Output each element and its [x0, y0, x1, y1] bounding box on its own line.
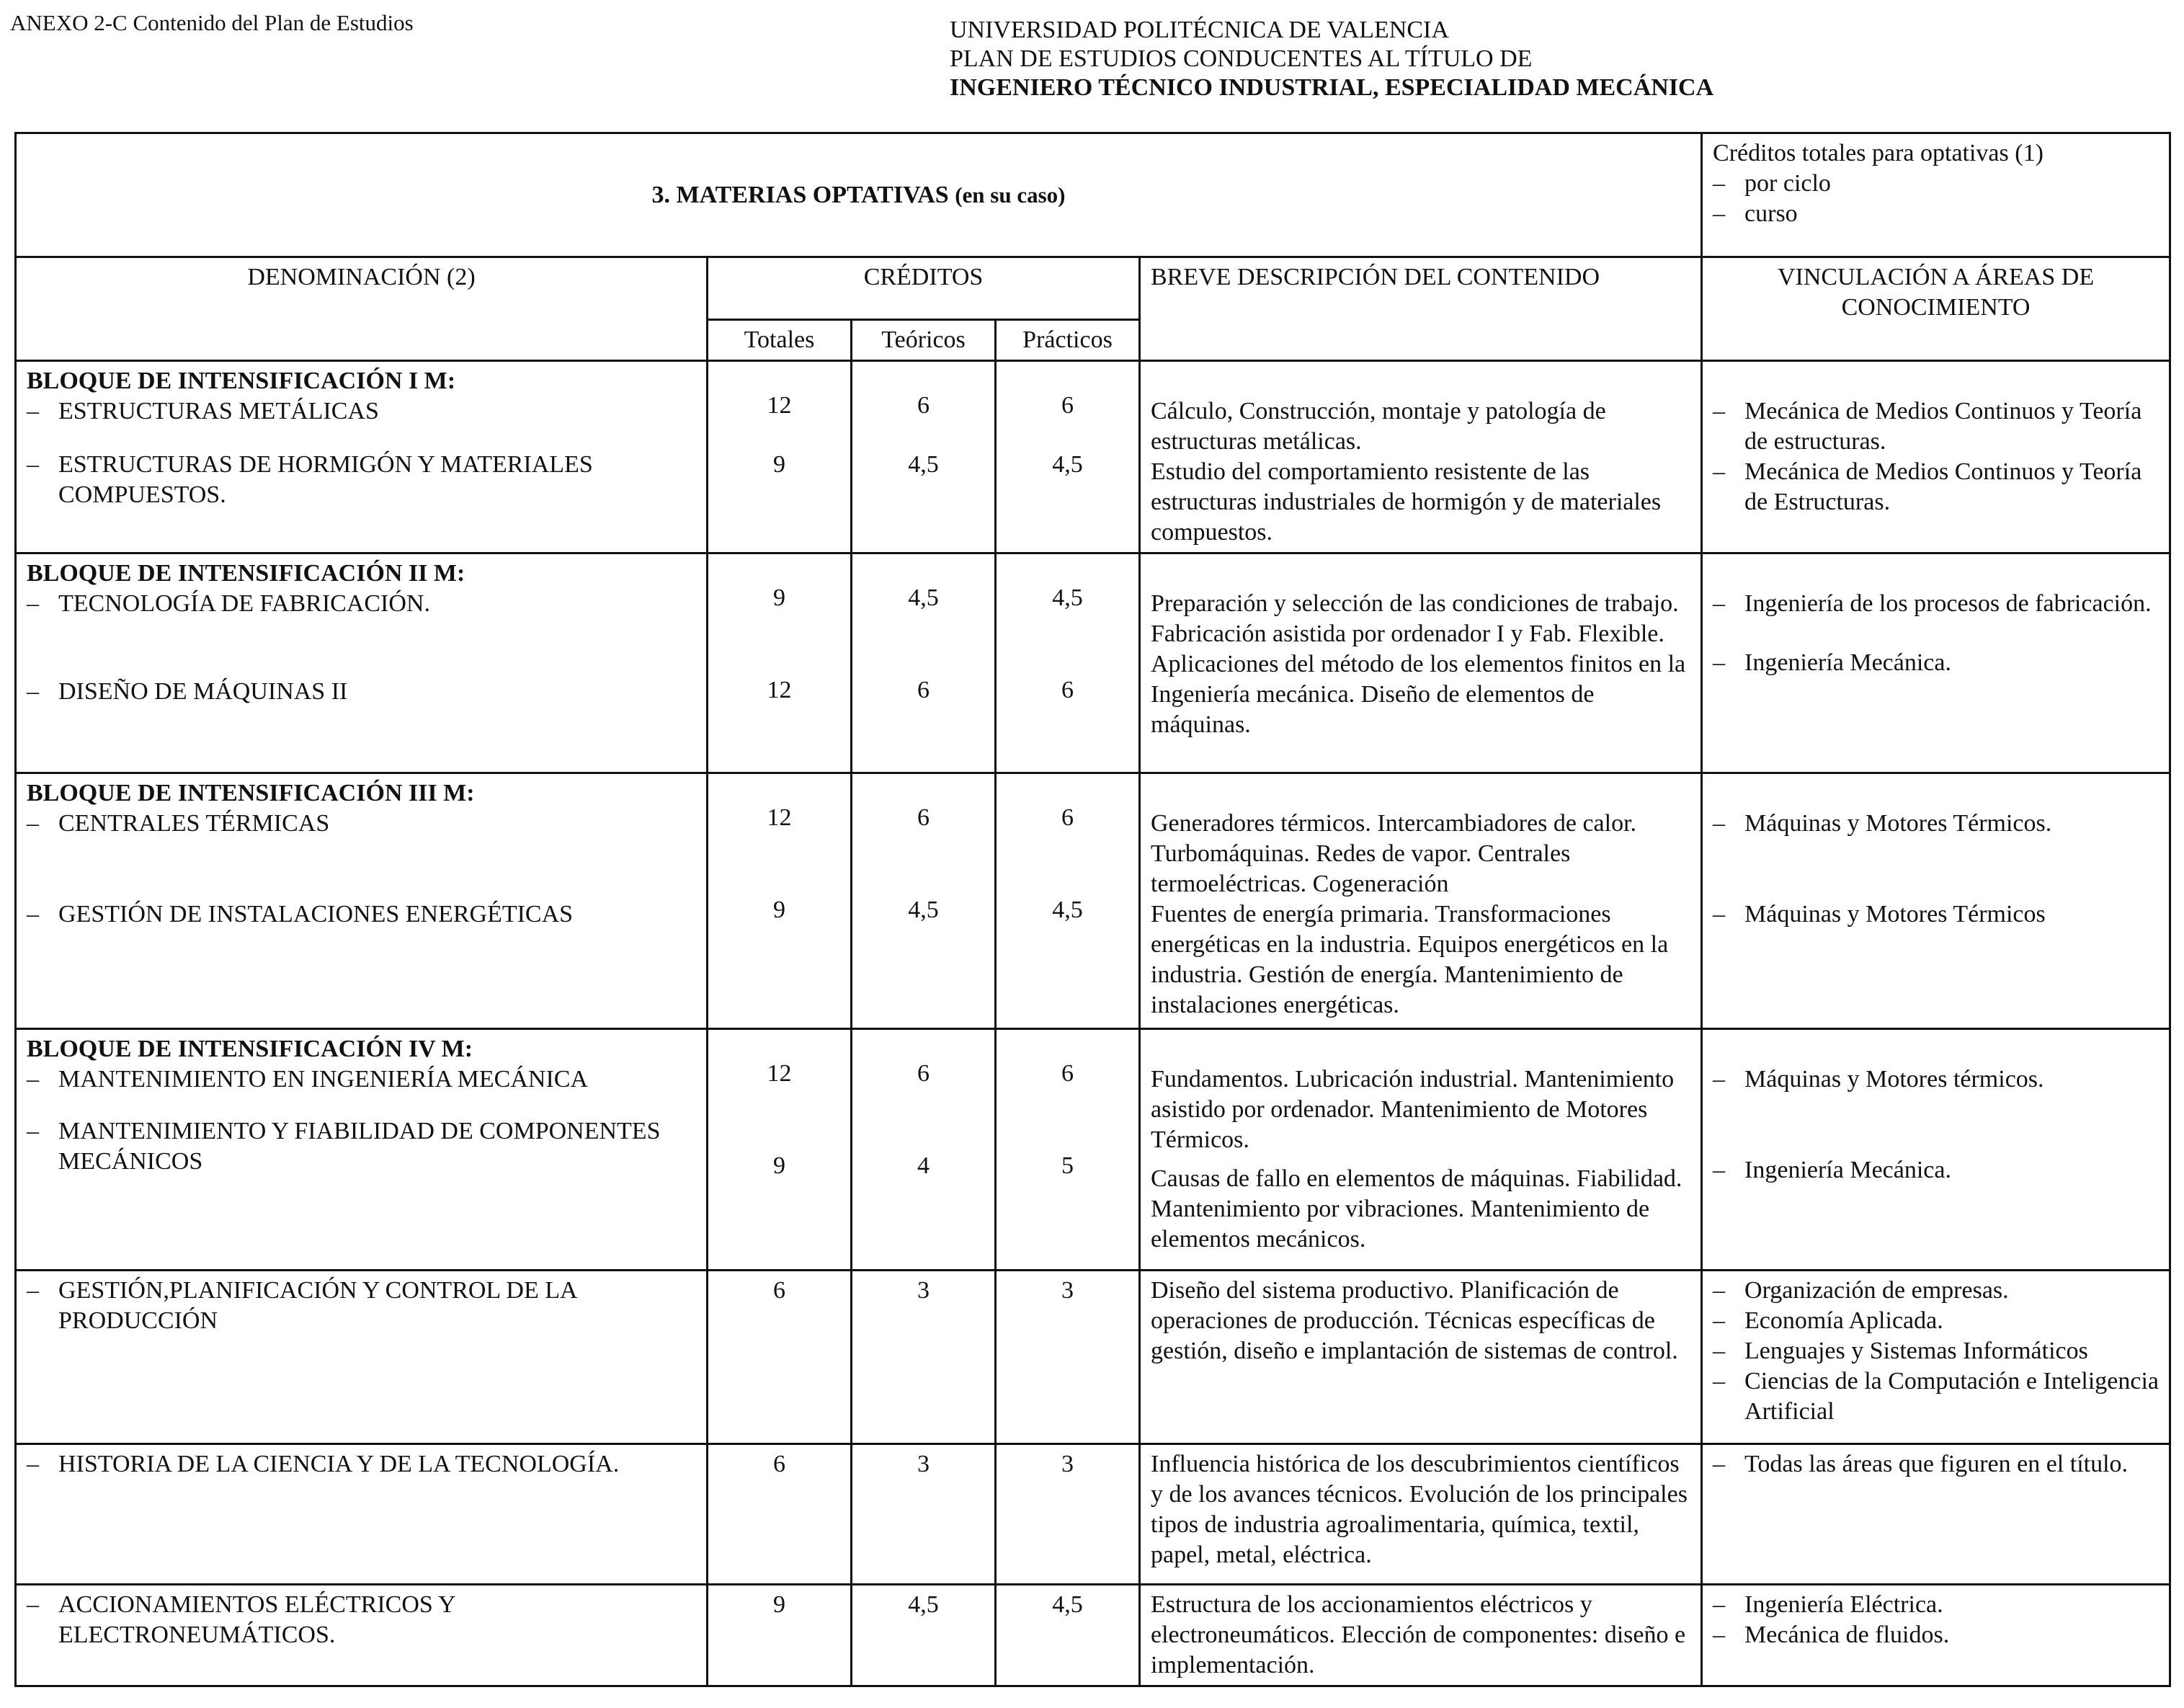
- cell-text: 12: [767, 804, 792, 831]
- cell-text: Mecánica de Medios Continuos y Teoría de Estructuras.: [1744, 458, 2142, 515]
- list-bullet: –: [27, 678, 39, 705]
- table-cell: [852, 1029, 996, 1271]
- col-totales: Totales: [708, 320, 852, 361]
- table-cell: 4,5: [852, 1585, 996, 1686]
- block-row: [16, 361, 2170, 553]
- table-cell: Influencia histórica de los descubrimientos científicos y de los avances técnicos. Evolución de los principales tipos de industria agroalimentaria, química, textil, papel, metal, eléctrica.: [1140, 1444, 1702, 1585]
- cell-text: 6: [917, 677, 930, 703]
- list-bullet: –: [1713, 170, 1726, 197]
- table-cell: [1702, 361, 2170, 553]
- cell-text: 6: [1061, 677, 1074, 703]
- table-cell: [16, 1271, 708, 1444]
- cell-text: Máquinas y Motores Térmicos: [1744, 901, 2046, 928]
- cell-text: ESTRUCTURAS DE HORMIGÓN Y MATERIALES COMPUESTOS.: [58, 451, 593, 508]
- table-cell: [16, 361, 708, 553]
- cell-text: Ingeniería de los procesos de fabricación.: [1744, 590, 2152, 617]
- cell-text: Máquinas y Motores térmicos.: [1744, 1066, 2044, 1093]
- cell-text: Ingeniería Mecánica.: [1744, 649, 1951, 676]
- list-item: [27, 1116, 696, 1177]
- list-bullet: –: [27, 398, 39, 424]
- cell-text: Aplicaciones del método de los elementos finitos en la Ingeniería mecánica. Diseño de elementos de máquinas.: [1151, 651, 1686, 738]
- table-cell: [708, 361, 852, 553]
- list-bullet: –: [27, 810, 39, 837]
- cell-text: DISEÑO DE MÁQUINAS II: [58, 678, 348, 705]
- block-title: BLOQUE DE INTENSIFICACIÓN IV M:: [27, 1036, 473, 1062]
- cell-text: Créditos totales para optativas (1): [1713, 140, 2043, 166]
- block-row: [16, 553, 2170, 773]
- cell-text: Fundamentos. Lubricación industrial. Mantenimiento asistido por ordenador. Mantenimiento de Motores Térmicos.: [1151, 1066, 1675, 1153]
- list-bullet: –: [27, 1451, 39, 1477]
- col-descripcion: BREVE DESCRIPCIÓN DEL CONTENIDO: [1140, 257, 1702, 361]
- plan-title: PLAN DE ESTUDIOS CONDUCENTES AL TÍTULO DE: [950, 45, 1533, 72]
- table-cell: [16, 1585, 708, 1686]
- table-cell: [1702, 773, 2170, 1029]
- cell-text: 12: [767, 677, 792, 703]
- degree-title: INGENIERO TÉCNICO INDUSTRIAL, ESPECIALIDAD MECÁNICA: [950, 74, 1714, 101]
- list-bullet: –: [27, 1066, 39, 1093]
- col-creditos: CRÉDITOS: [708, 257, 1140, 320]
- cell-text: 3. MATERIAS OPTATIVAS: [651, 181, 949, 208]
- cell-text: 9: [773, 451, 785, 478]
- cell-text: 4,5: [1052, 897, 1083, 923]
- block-title: BLOQUE DE INTENSIFICACIÓN I M:: [27, 368, 456, 394]
- cell-text: Generadores térmicos. Intercambiadores de calor. Turbomáquinas. Redes de vapor. Centrales termoeléctricas. Cogeneración: [1151, 810, 1637, 897]
- cell-text: Ingeniería Mecánica.: [1744, 1157, 1951, 1183]
- list-item: [27, 809, 696, 839]
- cell-text: Lenguajes y Sistemas Informáticos: [1744, 1338, 2088, 1364]
- university-name: UNIVERSIDAD POLITÉCNICA DE VALENCIA: [950, 17, 1449, 43]
- cell-text: MANTENIMIENTO Y FIABILIDAD DE COMPONENTES MECÁNICOS: [58, 1118, 661, 1175]
- list-item: [27, 589, 696, 619]
- cell-text: 4: [917, 1152, 930, 1179]
- list-bullet: –: [1713, 901, 1726, 928]
- cell-text: Todas las áreas que figuren en el título.: [1744, 1451, 2129, 1477]
- list-bullet: –: [1713, 810, 1726, 837]
- table-cell: 3: [996, 1444, 1140, 1585]
- cell-text: Estudio del comportamiento resistente de las estructuras industriales de hormigón y de materiales compuestos.: [1151, 458, 1662, 546]
- cell-text: 6: [1061, 804, 1074, 831]
- list-bullet: –: [1713, 1591, 1726, 1618]
- cell-text: MANTENIMIENTO EN INGENIERÍA MECÁNICA: [58, 1066, 589, 1093]
- cell-text: 5: [1061, 1152, 1074, 1179]
- list-bullet: –: [1713, 1451, 1726, 1477]
- table-cell: [708, 1029, 852, 1271]
- table-cell: Diseño del sistema productivo. Planificación de operaciones de producción. Técnicas específicas de gestión, diseño e implantación de sistemas de control.: [1140, 1271, 1702, 1444]
- cell-text: Ingeniería Eléctrica.: [1744, 1591, 1943, 1618]
- cell-text: ESTRUCTURAS METÁLICAS: [58, 398, 379, 424]
- cell-text: 6: [1061, 392, 1074, 419]
- cell-text: 9: [773, 1152, 785, 1179]
- list-bullet: –: [1713, 1277, 1726, 1304]
- cell-text: curso: [1744, 200, 1798, 227]
- cell-text: TECNOLOGÍA DE FABRICACIÓN.: [58, 590, 430, 617]
- cell-text: 6: [917, 1060, 930, 1087]
- list-bullet: –: [1713, 1622, 1726, 1648]
- table-cell: [708, 553, 852, 773]
- list-item: [27, 1064, 696, 1095]
- list-bullet: –: [1713, 590, 1726, 617]
- cell-text: ACCIONAMIENTOS ELÉCTRICOS Y ELECTRONEUMÁTICOS.: [58, 1591, 455, 1648]
- table-cell: [16, 1444, 708, 1585]
- cell-text: HISTORIA DE LA CIENCIA Y DE LA TECNOLOGÍA.: [58, 1451, 620, 1477]
- cell-text: 4,5: [1052, 584, 1083, 611]
- list-bullet: –: [27, 590, 39, 617]
- table-cell: [1702, 1444, 2170, 1585]
- cell-text: CENTRALES TÉRMICAS: [58, 810, 330, 837]
- table-cell: [1140, 361, 1702, 553]
- annex-label: ANEXO 2-C Contenido del Plan de Estudios: [10, 10, 414, 35]
- table-row: [16, 1444, 2170, 1585]
- cell-text: 9: [773, 584, 785, 611]
- document-header: [950, 16, 1713, 102]
- table-cell: [996, 1029, 1140, 1271]
- list-bullet: –: [1713, 398, 1726, 424]
- cell-text: GESTIÓN,PLANIFICACIÓN Y CONTROL DE LA PRODUCCIÓN: [58, 1277, 576, 1334]
- section-title: [16, 133, 1702, 257]
- block-title: BLOQUE DE INTENSIFICACIÓN III M:: [27, 780, 475, 806]
- table-cell: 6: [708, 1444, 852, 1585]
- cell-text: Economía Aplicada.: [1744, 1307, 1943, 1334]
- list-bullet: –: [1713, 1368, 1726, 1395]
- list-bullet: –: [27, 1277, 39, 1304]
- table-cell: [852, 553, 996, 773]
- table-cell: 3: [852, 1271, 996, 1444]
- cell-text: Ciencias de la Computación e Inteligencia Artificial: [1744, 1368, 2159, 1425]
- table-cell: [1702, 1271, 2170, 1444]
- table-cell: 9: [708, 1585, 852, 1686]
- list-item: [27, 899, 696, 930]
- col-practicos: Prácticos: [996, 320, 1140, 361]
- cell-text: 4,5: [908, 451, 939, 478]
- cell-text: 6: [917, 392, 930, 419]
- list-bullet: –: [27, 1118, 39, 1144]
- table-cell: [1140, 1029, 1702, 1271]
- table-cell: [852, 361, 996, 553]
- cell-text: Causas de fallo en elementos de máquinas. Fiabilidad. Mantenimiento por vibraciones. Mantenimiento de elementos mecánicos.: [1151, 1165, 1682, 1253]
- table-cell: [852, 773, 996, 1029]
- block-row: [16, 773, 2170, 1029]
- cell-text: Fuentes de energía primaria. Transformaciones energéticas en la industria. Equipos energéticos en la industria. Gestión de energía. Mantenimiento de instalaciones energéticas.: [1151, 901, 1669, 1018]
- cell-text: Cálculo, Construcción, montaje y patología de estructuras metálicas.: [1151, 398, 1606, 455]
- table-cell: 3: [852, 1444, 996, 1585]
- list-bullet: –: [1713, 200, 1726, 227]
- list-bullet: –: [1713, 458, 1726, 485]
- table-row: [16, 1585, 2170, 1686]
- cell-text: 12: [767, 392, 792, 419]
- table-cell: [708, 773, 852, 1029]
- cell-text: Preparación y selección de las condiciones de trabajo. Fabricación asistida por ordenador I y Fab. Flexible.: [1151, 590, 1679, 647]
- list-bullet: –: [1713, 1157, 1726, 1183]
- table-cell: [1140, 773, 1702, 1029]
- list-bullet: –: [1713, 1066, 1726, 1093]
- block-row: [16, 1029, 2170, 1271]
- table-cell: [1702, 1585, 2170, 1686]
- table-cell: 6: [708, 1271, 852, 1444]
- list-bullet: –: [1713, 649, 1726, 676]
- list-bullet: –: [1713, 1307, 1726, 1334]
- table-row: [16, 1271, 2170, 1444]
- list-item: [27, 677, 696, 707]
- cell-text: Mecánica de fluidos.: [1744, 1622, 1950, 1648]
- cell-text: 6: [1061, 1060, 1074, 1087]
- list-bullet: –: [27, 1591, 39, 1618]
- list-bullet: –: [27, 451, 39, 478]
- table-cell: Estructura de los accionamientos eléctricos y electroneumáticos. Elección de componentes: diseño e implementación.: [1140, 1585, 1702, 1686]
- table-cell: [1702, 553, 2170, 773]
- list-bullet: –: [27, 901, 39, 928]
- table-cell: [996, 773, 1140, 1029]
- table-cell: 4,5: [996, 1585, 1140, 1686]
- table-cell: 3: [996, 1271, 1140, 1444]
- cell-text: 4,5: [1052, 451, 1083, 478]
- cell-text: 9: [773, 897, 785, 923]
- table-cell: [996, 361, 1140, 553]
- cell-text: (en su caso): [955, 182, 1066, 208]
- cell-text: Mecánica de Medios Continuos y Teoría de estructuras.: [1744, 398, 2142, 455]
- table-cell: [16, 1029, 708, 1271]
- list-item: [27, 396, 696, 427]
- table-cell: [16, 553, 708, 773]
- cell-text: por ciclo: [1744, 170, 1831, 197]
- cell-text: 12: [767, 1060, 792, 1087]
- col-denominacion: DENOMINACIÓN (2): [16, 257, 708, 361]
- cell-text: 4,5: [908, 584, 939, 611]
- cell-text: Máquinas y Motores Térmicos.: [1744, 810, 2052, 837]
- list-bullet: –: [1713, 1338, 1726, 1364]
- table-cell: [1140, 553, 1702, 773]
- col-vinculacion: VINCULACIÓN A ÁREAS DE CONOCIMIENTO: [1702, 257, 2170, 361]
- table-cell: [996, 553, 1140, 773]
- list-item: [27, 450, 696, 510]
- optativas-table: [14, 132, 2171, 1687]
- cell-text: 6: [917, 804, 930, 831]
- table-cell: [16, 773, 708, 1029]
- col-teoricos: Teóricos: [852, 320, 996, 361]
- cell-text: Organización de empresas.: [1744, 1277, 2009, 1304]
- cell-text: GESTIÓN DE INSTALACIONES ENERGÉTICAS: [58, 901, 574, 928]
- cell-text: 4,5: [908, 897, 939, 923]
- table-cell: [1702, 1029, 2170, 1271]
- credits-box: [1702, 133, 2170, 257]
- block-title: BLOQUE DE INTENSIFICACIÓN II M:: [27, 560, 465, 587]
